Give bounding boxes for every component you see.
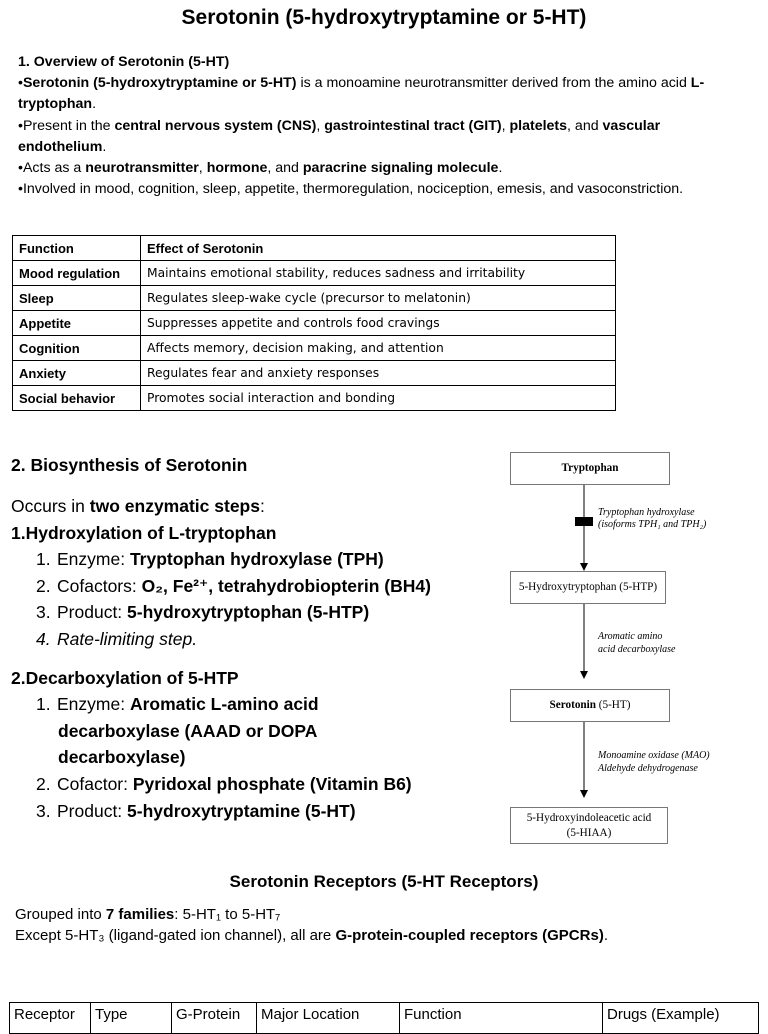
receptors-line-2: Except 5-HT₃ (ligand-gated ion channel), all are G-protein-coupled receptors (GPCRs). xyxy=(15,927,608,944)
table-cell: Sleep xyxy=(13,286,141,311)
overview-bullet-1: •Serotonin (5-hydroxytryptamine or 5-HT) is a monoamine neurotransmitter derived from the amino acid L-tryptophan. xyxy=(18,75,705,113)
biosynthesis-heading: 2. Biosynthesis of Serotonin xyxy=(11,455,248,475)
step2-product: 3. Product: 5-hydroxytryptamine (5-HT) xyxy=(36,800,356,821)
biosynthesis-intro: Occurs in two enzymatic steps: xyxy=(11,496,265,516)
table-header-cell: Major Location xyxy=(257,1003,400,1034)
table-header-cell: Type xyxy=(91,1003,172,1034)
overview-bullet-2: •Present in the central nervous system (CNS), gastrointestinal tract (GIT), platelets, and vascular endothelium. xyxy=(18,117,661,155)
table-cell: Mood regulation xyxy=(13,261,141,286)
pathway-box-5hiaa: 5-Hydroxyindoleacetic acid (5-HIAA) xyxy=(510,807,668,844)
table-header-cell: Effect of Serotonin xyxy=(141,236,616,261)
page-title: Serotonin (5-hydroxytryptamine or 5-HT) xyxy=(181,6,587,29)
table-header-cell: Drugs (Example) xyxy=(603,1003,759,1034)
pathway-enzyme-3: Monoamine oxidase (MAO) Aldehyde dehydrogenase xyxy=(598,750,710,774)
table-header-cell: Function xyxy=(13,236,141,261)
step2-enzyme-cont: decarboxylase) xyxy=(58,747,186,768)
table-cell: Social behavior xyxy=(13,386,141,411)
table-cell: Appetite xyxy=(13,311,141,336)
pathway-enzyme-1: Tryptophan hydroxylase (isoforms TPH₁ and TPH₂) xyxy=(598,507,707,530)
overview-bullet-4: •Involved in mood, cognition, sleep, appetite, thermoregulation, nociception, emesis, and vasoconstriction. xyxy=(18,181,684,198)
arrow-1-head xyxy=(580,563,588,571)
pathway-enzyme-2: Aromatic amino acid decarboxylase xyxy=(598,631,676,655)
pathway-box-tryptophan: Tryptophan xyxy=(510,452,670,485)
table-cell: Promotes social interaction and bonding xyxy=(141,386,616,411)
step1-enzyme: 1. Enzyme: Tryptophan hydroxylase (TPH) xyxy=(36,549,384,570)
arrow-3-head xyxy=(580,790,588,798)
step1-rate-limiting: 4. Rate-limiting step. xyxy=(36,628,198,649)
step2-enzyme: 1. Enzyme: Aromatic L-amino acid xyxy=(36,694,319,715)
overview-heading: 1. Overview of Serotonin (5-HT) xyxy=(18,54,230,70)
table-cell: Suppresses appetite and controls food cravings xyxy=(141,311,616,336)
step1-title: 1.Hydroxylation of L-tryptophan xyxy=(11,522,277,543)
enzyme-marker xyxy=(575,517,593,526)
table-cell: Affects memory, decision making, and attention xyxy=(141,336,616,361)
table-cell: Regulates fear and anxiety responses xyxy=(141,361,616,386)
overview-bullet-3: •Acts as a neurotransmitter, hormone, and paracrine signaling molecule. xyxy=(18,160,503,177)
pathway-box-5htp: 5-Hydroxytryptophan (5-HTP) xyxy=(510,571,666,604)
arrow-2-head xyxy=(580,671,588,679)
step1-product: 3. Product: 5-hydroxytryptophan (5-HTP) xyxy=(36,602,370,623)
step2-title: 2.Decarboxylation of 5-HTP xyxy=(11,667,239,688)
receptor-table xyxy=(9,1002,759,1034)
receptors-intro xyxy=(15,904,755,946)
table-cell: Anxiety xyxy=(13,361,141,386)
step2-cofactor: 2. Cofactor: Pyridoxal phosphate (Vitamin B6) xyxy=(36,773,412,794)
receptors-line-1: Grouped into 7 families: 5-HT₁ to 5-HT₇ xyxy=(15,906,281,923)
table-header-cell: G-Protein xyxy=(172,1003,257,1034)
table-header-cell: Function xyxy=(400,1003,603,1034)
table-header-row xyxy=(10,1003,759,1034)
table-cell: Regulates sleep-wake cycle (precursor to melatonin) xyxy=(141,286,616,311)
table-cell: Maintains emotional stability, reduces sadness and irritability xyxy=(141,261,616,286)
table-cell: Cognition xyxy=(13,336,141,361)
receptors-heading: Serotonin Receptors (5-HT Receptors) xyxy=(229,872,539,891)
step1-cofactors: 2. Cofactors: O₂, Fe²⁺, tetrahydrobiopterin (BH4) xyxy=(36,575,431,596)
pathway-box-serotonin: Serotonin (5-HT) xyxy=(510,689,670,722)
step2-enzyme-cont: decarboxylase (AAAD or DOPA xyxy=(58,720,318,741)
table-header-cell: Receptor xyxy=(10,1003,91,1034)
